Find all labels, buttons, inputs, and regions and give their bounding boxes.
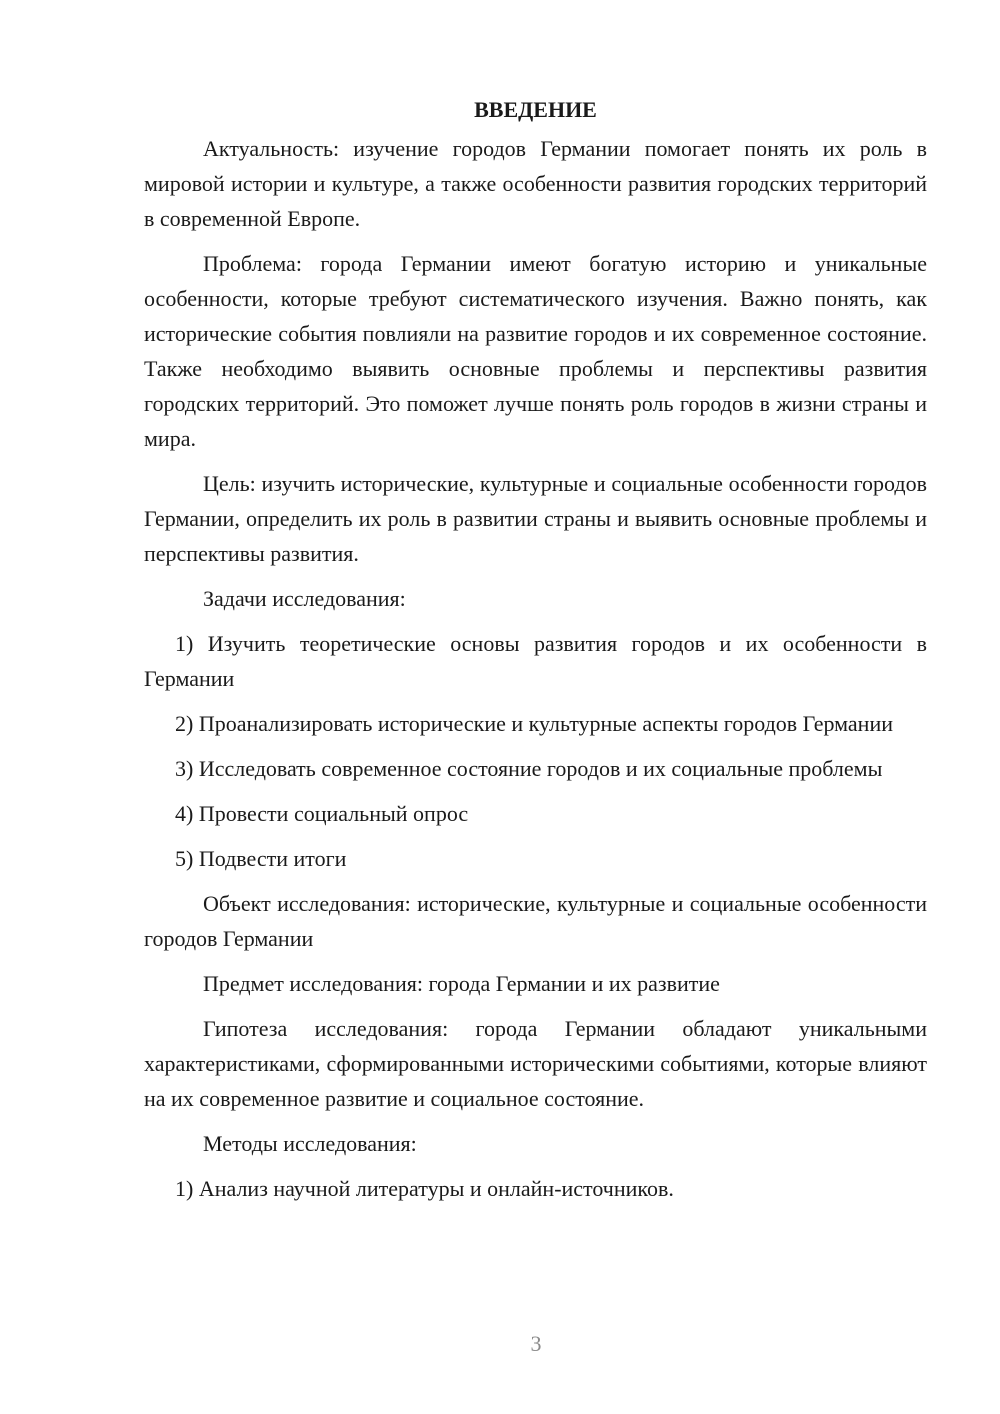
- goal-paragraph: Цель: изучить исторические, культурные и социальные особенности городов Германии, определить их роль в развитии страны и выявить основные проблемы и перспективы развития.: [144, 471, 927, 566]
- problem-paragraph: Проблема: города Германии имеют богатую историю и уникальные особенности, которые требуют систематического изучения. Важно понять, как исторические события повлияли на развитие городов и их современное состояние. Также необходимо выявить основные проблемы и перспективы развития городских территорий. Это поможет лучше понять роль городов в жизни страны и мира.: [144, 251, 927, 451]
- task-item-2: 2) Проанализировать исторические и культурные аспекты городов Германии: [175, 711, 893, 736]
- tasks-heading: Задачи исследования:: [203, 586, 406, 611]
- task-item-3: 3) Исследовать современное состояние городов и их социальные проблемы: [175, 756, 883, 781]
- task-item-1: 1) Изучить теоретические основы развития городов и их особенности в Германии: [144, 631, 927, 691]
- section-title: ВВЕДЕНИЕ: [474, 97, 597, 122]
- methods-heading: Методы исследования:: [203, 1131, 417, 1156]
- task-item-5: 5) Подвести итоги: [175, 846, 347, 871]
- subject-paragraph: Предмет исследования: города Германии и их развитие: [203, 971, 720, 996]
- relevance-paragraph: Актуальность: изучение городов Германии помогает понять их роль в мировой истории и культуре, а также особенности развития городских территорий в современной Европе.: [144, 136, 927, 231]
- object-paragraph: Объект исследования: исторические, культурные и социальные особенности городов Германии: [144, 891, 927, 951]
- method-item-1: 1) Анализ научной литературы и онлайн-источников.: [175, 1176, 674, 1201]
- page-number: 3: [530, 1331, 542, 1356]
- task-item-4: 4) Провести социальный опрос: [175, 801, 469, 826]
- hypothesis-paragraph: Гипотеза исследования: города Германии обладают уникальными характеристиками, сформированными историческими событиями, которые влияют на их современное развитие и социальное состояние.: [144, 1016, 927, 1111]
- document-body: [144, 92, 927, 1216]
